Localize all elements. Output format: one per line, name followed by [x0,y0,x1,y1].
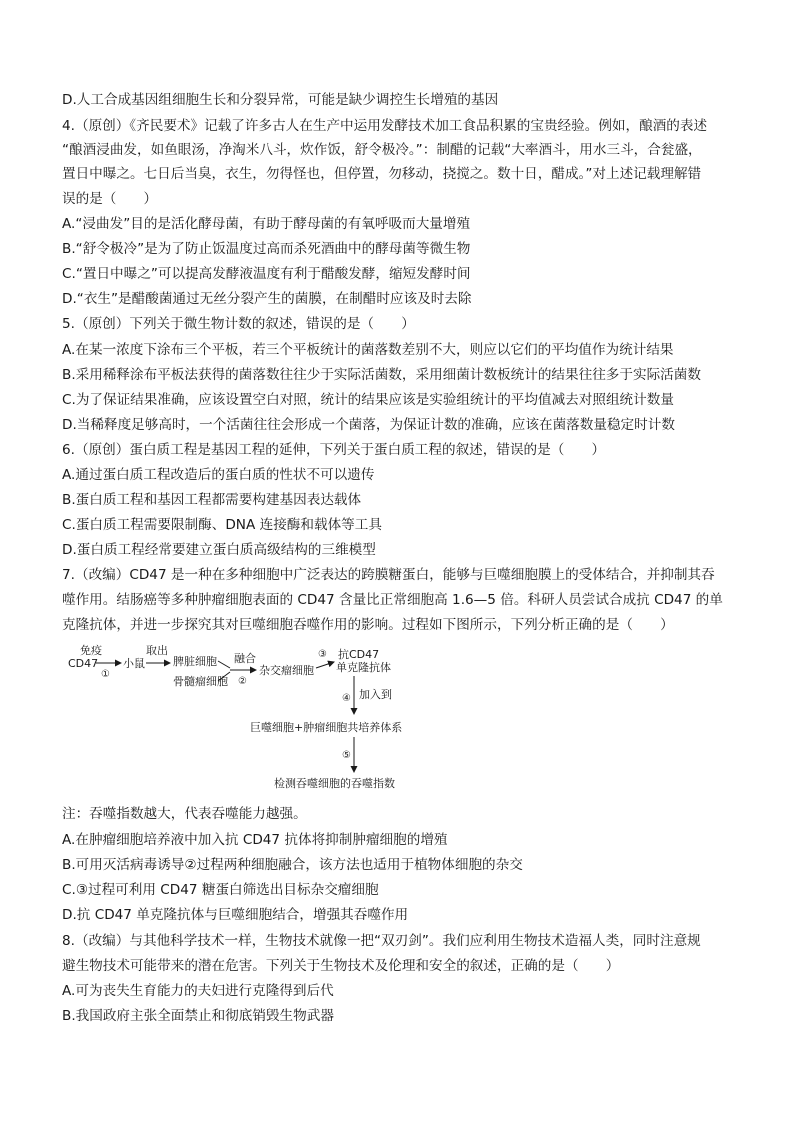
text-line: “酿酒浸曲发，如鱼眼汤，净淘米八斗，炊作饭，舒令极冷。”：制醋的记载“大率酒斗，用水三斗，合瓮盛， [62,142,702,158]
step-3-label: ③ [318,649,327,660]
text-line: B.蛋白质工程和基因工程都需要构建基因表达载体 [62,492,362,508]
text-line: B.我国政府主张全面禁止和彻底销毁生物武器 [62,1008,334,1024]
merge-line-top [218,661,230,668]
coculture-label: 巨噬细胞+肿瘤细胞共培养体系 [250,721,403,734]
text-line: 置日中曝之。七日后当臭，衣生，勿得怪也，但停置，勿移动，挠搅之。数十日，醋成。”对上述记载理解错 [62,166,702,182]
arrow-screen [316,662,334,668]
text-line: A.通过蛋白质工程改造后的蛋白质的性状不可以遗传 [62,467,375,483]
text-line: A.在某一浓度下涂布三个平板，若三个平板统计的菌落数差别不大，则应以它们的平均值作为统计结果 [62,342,674,358]
text-line: D.当稀释度足够高时，一个活菌往往会形成一个菌落，为保证计数的准确，应该在菌落数量稳定时计数 [62,417,675,433]
antibody-line1-label: 抗CD47 [338,648,380,661]
text-line: 4.（原创）《齐民要术》记载了许多古人在生产中运用发酵技术加工食品积累的宝贵经验。例如，酿酒的表述 [62,118,708,134]
text-line: 5.（原创）下列关于微生物计数的叙述，错误的是（ ） [62,316,415,332]
step-1-label: ① [101,669,110,680]
text-line: 7.（改编）CD47 是一种在多种细胞中广泛表达的跨膜糖蛋白，能够与巨噬细胞膜上的受体结合，并抑制其吞 [62,567,715,583]
step-2-label: ② [238,676,247,687]
text-line: D.抗 CD47 单克隆抗体与巨噬细胞结合，增强其吞噬作用 [62,907,409,923]
text-line: 6.（原创）蛋白质工程是基因工程的延伸，下列关于蛋白质工程的叙述，错误的是（ ） [62,442,606,458]
fuse-label: 融合 [234,652,256,665]
cd47-antibody-flow-diagram [66,644,426,794]
text-line: D.人工合成基因组细胞生长和分裂异常，可能是缺少调控生长增殖的基因 [62,92,499,108]
text-line: 8.（改编）与其他科学技术一样，生物技术就像一把“双刃剑”。我们应利用生物技术造福人类，同时注意规 [62,933,701,949]
mouse-label: 小鼠 [123,657,145,670]
text-line: 注：吞噬指数越大，代表吞噬能力越强。 [62,806,307,822]
myeloma-cells-label: 骨髓瘤细胞 [173,675,228,688]
text-line: A.“浸曲发”目的是活化酵母菌，有助于酵母菌的有氧呼吸而大量增殖 [62,216,471,232]
step-5-label: ⑤ [342,750,351,761]
cd47-label: CD47 [68,657,99,670]
text-line: 噬作用。结肠癌等多种肿瘤细胞表面的 CD47 含量比正常细胞高 1.6—5 倍。科研人员尝试合成抗 CD47 的单 [62,592,723,608]
text-line: C.蛋白质工程需要限制酶、DNA 连接酶和载体等工具 [62,517,382,533]
text-line: 误的是（ ） [62,191,158,207]
measure-label: 检测吞噬细胞的吞噬指数 [274,777,395,790]
text-line: B.“舒令极冷”是为了防止饭温度过高而杀死酒曲中的酵母菌等微生物 [62,241,471,257]
text-line: C.为了保证结果准确，应该设置空白对照，统计的结果应该是实验组统计的平均值减去对照组统计数量 [62,392,674,408]
text-line: 避生物技术可能带来的潜在危害。下列关于生物技术及伦理和安全的叙述，正确的是（ ） [62,958,620,974]
text-line: B.采用稀释涂布平板法获得的菌落数往往少于实际活菌数，采用细菌计数板统计的结果往往多于实际活菌数 [62,367,701,383]
take-out-label: 取出 [146,644,168,657]
add-to-label: 加入到 [359,688,392,701]
hybridoma-label: 杂交瘤细胞 [259,664,314,677]
text-line: C.“置日中曝之”可以提高发酵液温度有利于醋酸发酵，缩短发酵时间 [62,266,471,282]
text-line: B.可用灭活病毒诱导②过程两种细胞融合，该方法也适用于植物体细胞的杂交 [62,857,523,873]
immunize-label: 免疫 [80,644,102,657]
text-line: A.在肿瘤细胞培养液中加入抗 CD47 抗体将抑制肿瘤细胞的增殖 [62,832,448,848]
text-line: D.蛋白质工程经常要建立蛋白质高级结构的三维模型 [62,542,376,558]
step-4-label: ④ [342,693,351,704]
text-line: D.“衣生”是醋酸菌通过无丝分裂产生的菌膜，在制醋时应该及时去除 [62,291,472,307]
text-line: A.可为丧失生育能力的夫妇进行克隆得到后代 [62,983,334,999]
spleen-cells-label: 脾脏细胞 [173,655,217,668]
text-line: 克隆抗体，并进一步探究其对巨噬细胞吞噬作用的影响。过程如下图所示，下列分析正确的是（ ） [62,617,674,633]
antibody-line2-label: 单克隆抗体 [336,661,391,674]
text-line: C.③过程可利用 CD47 糖蛋白筛选出目标杂交瘤细胞 [62,882,379,898]
